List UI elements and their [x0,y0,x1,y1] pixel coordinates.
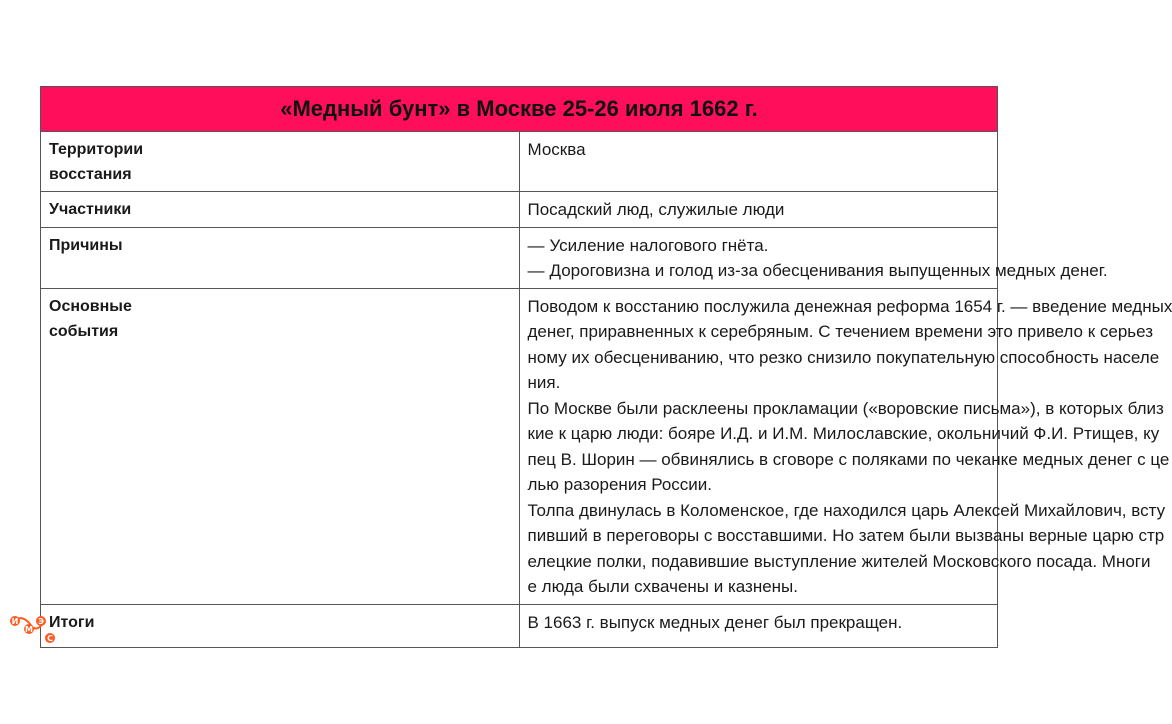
table-row-results [41,604,998,647]
table-title: «Медный бунт» в Москве 25-26 июля 1662 г. [41,87,998,132]
event-line: ния. [527,373,561,392]
table-row-participants [41,192,998,228]
event-line: пивший в переговоры с восставшими. Но затем были вызваны верные царю стр [527,526,1165,545]
history-table [40,86,1172,648]
dash-marker: — [527,235,545,255]
row-label-results: Итоги [41,604,520,647]
logo-letter-2: М [25,625,33,634]
row-label-participants: Участники [41,192,520,228]
row-label-events [41,288,520,604]
table-row-reasons [41,227,998,288]
imes-logo-icon [8,612,58,646]
reason-text: Усиление налогового гнёта. [549,235,769,255]
row-content-results: В 1663 г. выпуск медных денег был прекращен. [519,604,998,647]
event-line: Толпа двинулась в Коломенское, где находился царь Алексей Михайлович, всту [527,500,1166,520]
event-line: Поводом к восстанию послужила денежная реформа 1654 г. — введение медных [527,296,1172,316]
table-row-territories [41,132,998,192]
event-line: ному их обесцениванию, что резко снизило покупательную способность населе [527,347,1160,367]
event-line: елецкие полки, подавившие выступление жителей Московского посада. Многи [527,551,1151,571]
event-line: денег, приравненных к серебряным. С течением времени это привело к серьез [527,322,1154,341]
logo-letter-3: Э [38,617,44,626]
title-row [41,87,998,132]
row-content-participants: Посадский люд, служилые люди [519,192,998,228]
reason-text: Дороговизна и голод из-за обесценивания выпущенных медных денег. [549,261,1108,280]
row-label-territories [41,132,520,192]
dash-marker: — [527,261,545,280]
logo-letter-4: С [47,634,53,643]
table-row-events [41,288,998,604]
row-label-reasons: Причины [41,227,520,288]
row-content-territories: Москва [519,132,998,192]
row-content-events [519,288,1172,604]
event-line: пец В. Шорин — обвинялись в сговоре с поляками по чеканке медных денег с це [527,449,1170,469]
label-line: Территории [49,141,144,158]
label-line: Основные [49,297,132,315]
label-line: события [49,322,119,340]
label-line: восстания [49,166,132,183]
event-line: лью разорения России. [527,475,713,494]
event-line: е люда были схвачены и казнены. [527,577,798,596]
reason-item [528,233,990,259]
event-line: кие к царю люди: бояре И.Д. и И.М. Милославские, окольничий Ф.И. Ртищев, ку [527,424,1160,443]
reason-item [527,258,1108,284]
event-line: По Москве были расклеены прокламации («воровские письма»), в которых близ [527,398,1164,418]
logo-letter-1: И [11,617,19,626]
row-content-reasons [519,227,1108,288]
